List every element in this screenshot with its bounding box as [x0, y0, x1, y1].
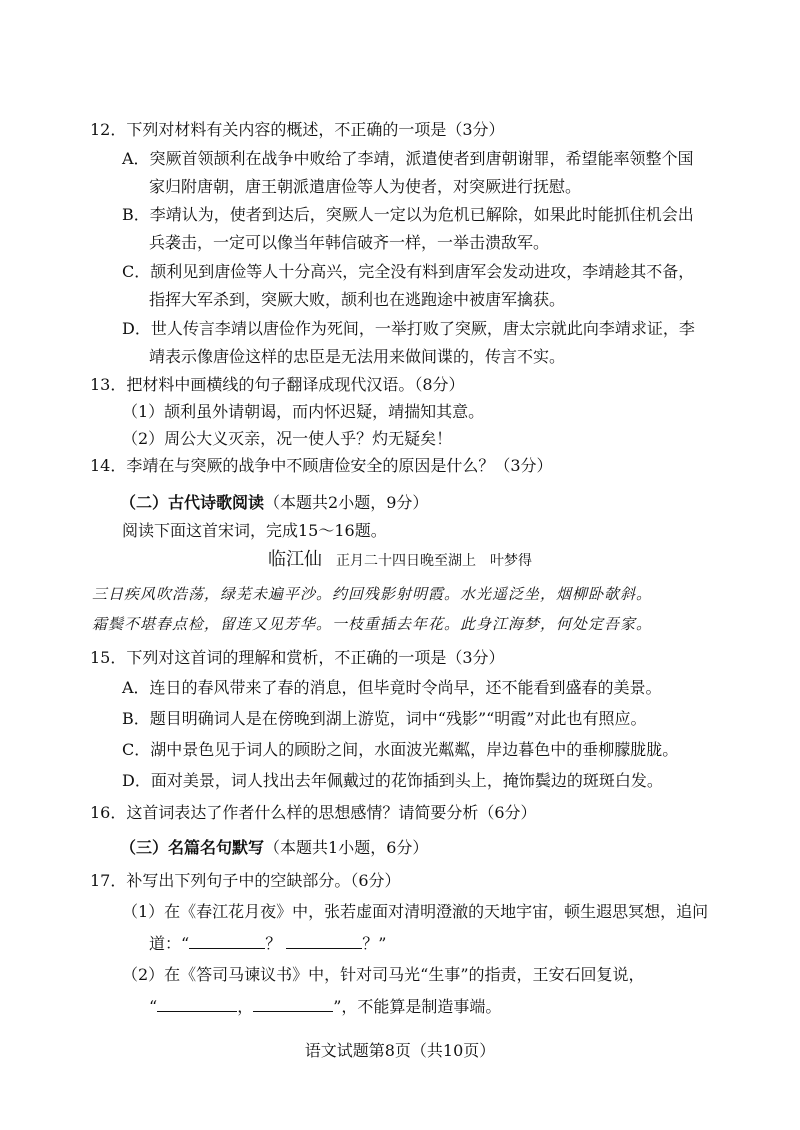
- q12-option-d-line2: 靖表示像唐俭这样的忠臣是无法用来做间谍的，传言不实。: [149, 347, 566, 366]
- section-3-note: （本题共1小题，6分）: [264, 838, 429, 857]
- q17-item-2-line1: （2）在《答司马谏议书》中，针对司马光“生事”的指责，王安石回复说，: [122, 965, 645, 984]
- q15-option-c: C．湖中景色见于词人的顾盼之间，水面波光粼粼，岸边暮色中的垂柳朦胧胧。: [122, 740, 679, 759]
- q12-option-a-line1: A．突厥首领颉利在战争中败给了李靖，派遣使者到唐朝谢罪，希望能率领整个国: [122, 149, 694, 168]
- q16-stem: 16．这首词表达了作者什么样的思想感情？请简要分析（6分）: [90, 803, 537, 822]
- q17-stem: 17．补写出下列句子中的空缺部分。（6分）: [90, 871, 401, 890]
- poem-subtitle: 正月二十四日晚至湖上 叶梦得: [336, 553, 532, 569]
- q17-item-1-qmark-1: ？: [265, 934, 282, 953]
- answer-blank-4[interactable]: [253, 995, 333, 1012]
- q13-stem: 13．把材料中画横线的句子翻译成现代汉语。（8分）: [90, 375, 465, 394]
- q12-option-b-line1: B．李靖认为，使者到达后，突厥人一定以为危机已解除，如果此时能抓住机会出: [122, 205, 694, 224]
- section-3-heading: [120, 837, 428, 859]
- section-2-note: （本题共2小题，9分）: [264, 493, 429, 512]
- q12-option-d-line1: D．世人传言李靖以唐俭作为死间，一举打败了突厥，唐太宗就此向李靖求证，李: [122, 319, 695, 338]
- q12-option-c-line1: C．颉利见到唐俭等人十分高兴，完全没有料到唐军会发动进攻，李靖趁其不备，: [122, 262, 695, 281]
- q12-option-b-line2: 兵袭击，一定可以像当年韩信破齐一样，一举击溃敌军。: [149, 233, 550, 252]
- section-2-intro: 阅读下面这首宋词，完成15～16题。: [122, 521, 387, 540]
- poem-title-main: 临江仙: [268, 549, 322, 570]
- q15-option-b: B．题目明确词人是在傍晚到湖上游览，词中“残影”“明霞”对此也有照应。: [122, 709, 647, 728]
- answer-blank-1[interactable]: [189, 932, 265, 949]
- q17-item-2-comma: ，: [237, 997, 254, 1016]
- q15-option-d: D．面对美景，词人找出去年佩戴过的花饰插到头上，掩饰鬓边的斑斑白发。: [122, 771, 663, 790]
- answer-blank-3[interactable]: [157, 995, 237, 1012]
- page-footer: 语文试题第8页（共10页）: [304, 1041, 496, 1060]
- q17-item-1-qmark-2: ？”: [362, 934, 387, 953]
- q15-stem: 15．下列对这首词的理解和赏析，不正确的一项是（3分）: [90, 648, 505, 667]
- section-2-heading: [120, 492, 428, 514]
- q12-option-c-line2: 指挥大军杀到，突厥大败，颉利也在逃跑途中被唐军擒获。: [149, 290, 566, 309]
- q17-item-2-suffix: ”，不能算是制造事端。: [333, 997, 502, 1016]
- q14-stem: 14．李靖在与突厥的战争中不顾唐俭安全的原因是什么？（3分）: [90, 456, 553, 475]
- q13-sentence-1: （1）颉利虽外请朝谒，而内怀迟疑，靖揣知其意。: [122, 402, 485, 421]
- q17-item-1-line2: [149, 932, 386, 955]
- q17-item-1-prefix: 道：“: [149, 934, 190, 953]
- section-3-title: （三）名篇名句默写: [120, 838, 265, 857]
- q13-sentence-2: （2）周公大义灭亲，况一使人乎？灼无疑矣！: [122, 429, 453, 448]
- q12-option-a-line2: 家归附唐朝，唐王朝派遣唐俭等人为使者，对突厥进行抚慰。: [149, 177, 582, 196]
- q17-item-1-line1: （1）在《春江花月夜》中，张若虚面对清明澄澈的天地宇宙，顿生遐思冥想，追问: [122, 902, 709, 921]
- q17-item-2-line2: [149, 995, 501, 1018]
- q15-option-a: A．连日的春风带来了春的消息，但毕竟时令尚早，还不能看到盛春的美景。: [122, 678, 662, 697]
- poem-title: [0, 549, 800, 572]
- q12-stem: 12．下列对材料有关内容的概述，不正确的一项是（3分）: [90, 120, 505, 139]
- poem-line-1: 三日疾风吹浩荡，绿芜未遍平沙。约回残影射明霞。水光遥泛坐，烟柳卧欹斜。: [92, 585, 653, 603]
- q17-item-2-open-quote: “: [149, 997, 158, 1016]
- section-2-title: （二）古代诗歌阅读: [120, 493, 265, 512]
- poem-line-2: 霜鬓不堪春点检，留连又见芳华。一枝重插去年花。此身江海梦，何处定吾家。: [92, 615, 653, 633]
- answer-blank-2[interactable]: [286, 932, 362, 949]
